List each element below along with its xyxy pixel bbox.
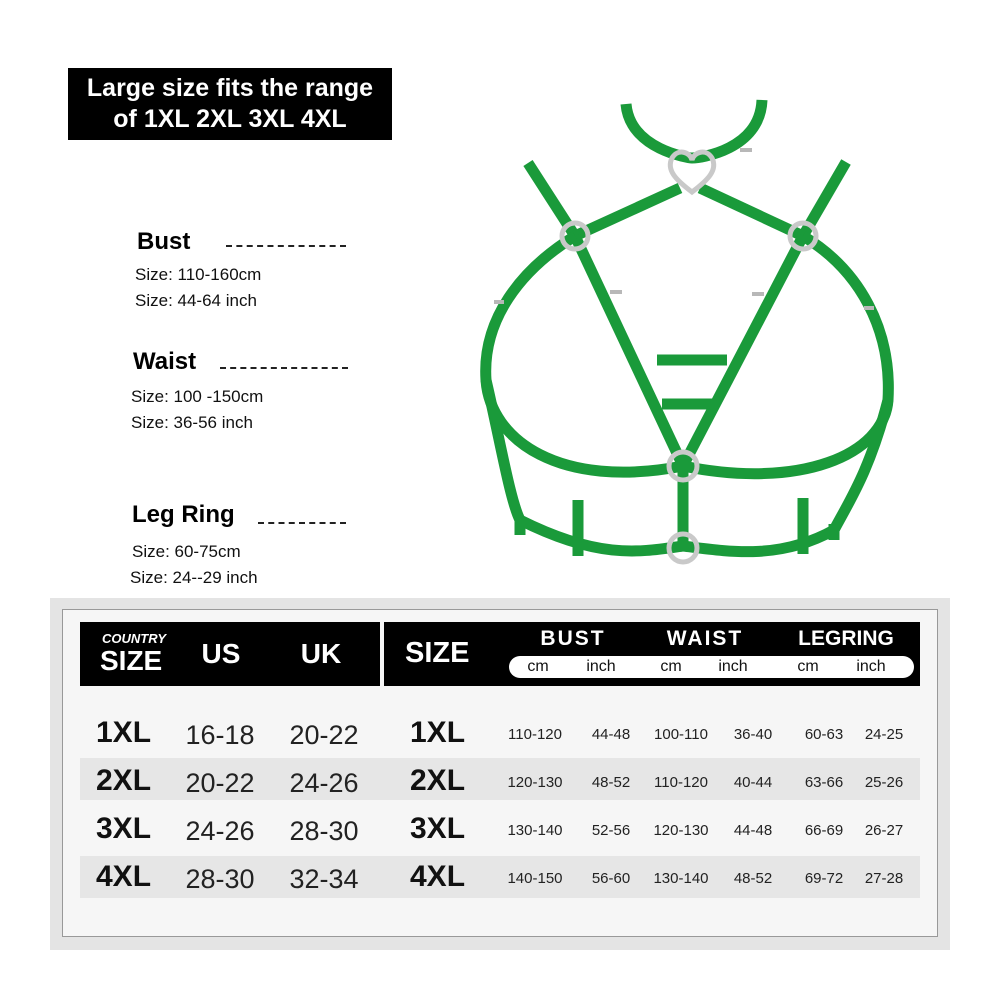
row-size: 2XL	[96, 764, 152, 797]
harness-product-image	[470, 90, 910, 590]
row-uk: 24-26	[289, 768, 359, 798]
country-label: COUNTRY	[102, 631, 167, 646]
row-uk: 28-30	[289, 816, 359, 846]
unit-label: inch	[856, 658, 886, 675]
legring-group-header: LEGRING	[798, 627, 894, 650]
bust-inch-value: 52-56	[591, 822, 631, 839]
harness-straps	[486, 100, 889, 556]
waist-title: Waist	[133, 348, 197, 375]
row-size: 3XL	[96, 812, 152, 845]
waist-inch-value: 48-52	[733, 870, 773, 887]
bust-cm-value: 120-130	[507, 774, 563, 791]
row-size: 4XL	[96, 860, 152, 893]
legring-inch-value: 24-25	[864, 726, 904, 743]
uk-header: UK	[300, 638, 342, 669]
waist-inch-value: 36-40	[733, 726, 773, 743]
legring-cm-value: 69-72	[804, 870, 844, 887]
slider-buckles	[494, 148, 874, 310]
size-range-banner	[68, 68, 392, 140]
bust-divider	[226, 245, 346, 247]
bust-size-inch: Size: 44-64 inch	[135, 291, 257, 310]
bust-title: Bust	[137, 228, 191, 255]
row-us: 24-26	[185, 816, 255, 846]
us-header: US	[201, 638, 241, 669]
bust-cm-value: 130-140	[507, 822, 563, 839]
legring-inch-value: 25-26	[864, 774, 904, 791]
unit-label: inch	[586, 658, 616, 675]
row-size-right: 1XL	[410, 716, 466, 749]
legring-cm-value: 66-69	[804, 822, 844, 839]
legring-inch-value: 26-27	[864, 822, 904, 839]
unit-label: cm	[660, 658, 682, 675]
leg-ring-divider	[258, 522, 346, 524]
bust-group-header: BUST	[540, 627, 606, 650]
bust-size-cm: Size: 110-160cm	[135, 265, 262, 284]
bust-inch-value: 56-60	[591, 870, 631, 887]
waist-group-header: WAIST	[666, 627, 744, 650]
row-size-right: 4XL	[410, 860, 466, 893]
legring-cm-value: 63-66	[804, 774, 844, 791]
waist-size-cm: Size: 100 -150cm	[131, 387, 264, 406]
row-size-right: 3XL	[410, 812, 466, 845]
legring-cm-value: 60-63	[804, 726, 844, 743]
row-size: 1XL	[96, 716, 152, 749]
waist-inch-value: 40-44	[733, 774, 773, 791]
bust-cm-value: 110-120	[508, 726, 562, 743]
banner-line-1: Large size fits the range	[86, 74, 374, 102]
waist-inch-value: 44-48	[733, 822, 773, 839]
waist-cm-value: 100-110	[654, 726, 708, 743]
bust-cm-value: 140-150	[507, 870, 563, 887]
leg-ring-size-inch: Size: 24--29 inch	[130, 568, 258, 587]
waist-cm-value: 120-130	[653, 822, 709, 839]
row-size-right: 2XL	[410, 764, 466, 797]
waist-divider	[220, 367, 348, 369]
banner-line-2: of 1XL 2XL 3XL 4XL	[113, 105, 347, 133]
row-uk: 20-22	[289, 720, 359, 750]
unit-label: inch	[718, 658, 748, 675]
row-uk: 32-34	[289, 864, 359, 894]
row-us: 16-18	[185, 720, 255, 750]
bust-inch-value: 44-48	[591, 726, 631, 743]
waist-cm-value: 130-140	[653, 870, 709, 887]
size-header-left: SIZE	[100, 645, 163, 676]
row-us: 20-22	[185, 768, 255, 798]
unit-label: cm	[797, 658, 819, 675]
bust-inch-value: 48-52	[591, 774, 631, 791]
legring-inch-value: 27-28	[864, 870, 904, 887]
waist-cm-value: 110-120	[654, 774, 708, 791]
leg-ring-title: Leg Ring	[132, 501, 235, 528]
unit-label: cm	[527, 658, 549, 675]
waist-size-inch: Size: 36-56 inch	[131, 413, 253, 432]
leg-ring-size-cm: Size: 60-75cm	[132, 542, 241, 561]
row-us: 28-30	[185, 864, 255, 894]
size-header-right: SIZE	[405, 637, 470, 669]
